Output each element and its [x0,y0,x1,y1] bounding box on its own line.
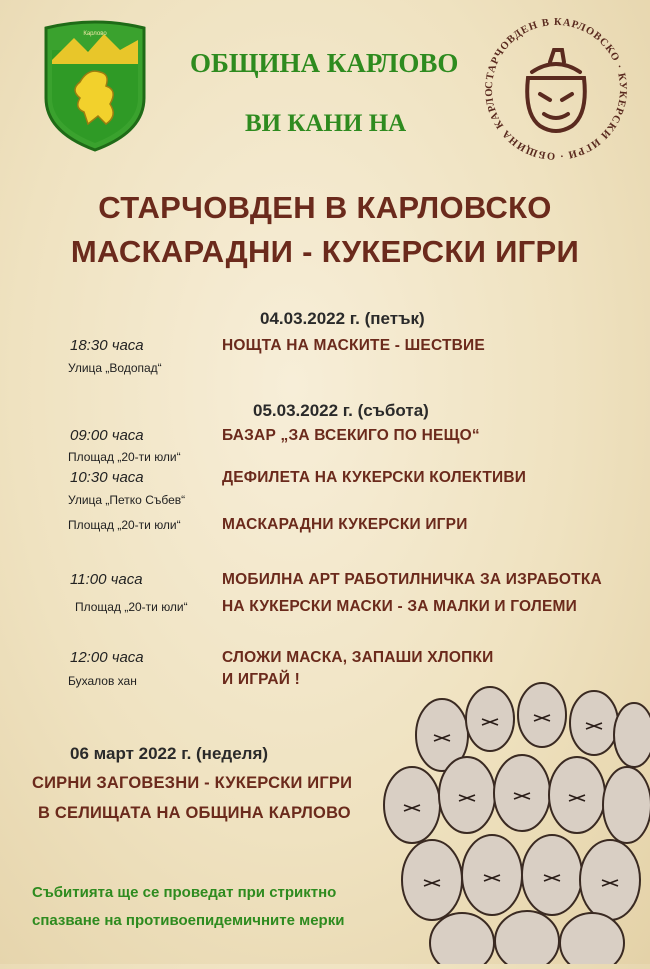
seal-text: СТАРЧОВДЕН В КАРЛОВСКО · КУКЕРСКИ ИГРИ · ОБЩИНА КАРЛО [483,16,629,162]
crest-text: Карлово [83,31,107,37]
event-title: СЛОЖИ МАСКА, ЗАПАШИ ХЛОПКИ [222,649,494,666]
event-title: МАСКАРАДНИ КУКЕРСКИ ИГРИ [222,516,468,533]
day3-date: 06 март 2022 г. (неделя) [70,744,269,763]
day3-line1: СИРНИ ЗАГОВЕЗНИ - КУКЕРСКИ ИГРИ [32,774,353,792]
event-place: Площад „20-ти юли“ [68,518,181,532]
day3-line2: В СЕЛИЩАТА НА ОБЩИНА КАРЛОВО [38,804,351,822]
event-title-line2: И ИГРАЙ ! [222,671,300,688]
event-time: 10:30 часа [70,469,144,486]
main-title-line2: МАСКАРАДНИ - КУКЕРСКИ ИГРИ [70,234,580,269]
event-time: 12:00 часа [70,649,144,666]
event-title: БАЗАР „ЗА ВСЕКИГО ПО НЕЩО“ [222,427,480,444]
municipality-title: ОБЩИНА КАРЛОВО [190,48,459,78]
event-place: Бухалов хан [68,674,137,688]
event-time: 18:30 часа [70,337,144,354]
event-main-title [0,186,650,274]
event-title: ДЕФИЛЕТА НА КУКЕРСКИ КОЛЕКТИВИ [222,469,527,486]
event-title: МОБИЛНА АРТ РАБОТИЛНИЧКА ЗА ИЗРАБОТКА [222,571,602,588]
event-place: Площад „20-ти юли“ [68,450,181,464]
event-time: 09:00 часа [70,427,144,444]
event-title-line2: НА КУКЕРСКИ МАСКИ - ЗА МАЛКИ И ГОЛЕМИ [222,598,577,615]
kukeri-masks-illustration [372,675,650,969]
event-time: 11:00 часа [70,571,143,588]
main-title-line1: СТАРЧОВДЕН В КАРЛОВСКО [98,190,552,225]
invites-heading: ВИ КАНИ НА [245,110,407,137]
event-place: Улица „Петко Събев“ [68,493,186,507]
event-place: Улица „Водопад“ [68,361,162,375]
day1-date: 04.03.2022 г. (петък) [260,309,425,328]
day2-date: 05.03.2022 г. (събота) [253,401,429,420]
municipality-crest-icon [40,20,150,157]
event-title: НОЩТА НА МАСКИТЕ - ШЕСТВИЕ [222,337,485,354]
event-place: Площад „20-ти юли“ [75,600,188,614]
footer-line2: спазване на противоепидемичните мерки [32,912,345,929]
footer-line1: Събитията ще се проведат при стриктно [32,884,337,901]
kukeri-seal-icon [480,14,632,169]
svg-text:СТАРЧОВДЕН В КАРЛОВСКО · КУКЕР [480,14,628,161]
